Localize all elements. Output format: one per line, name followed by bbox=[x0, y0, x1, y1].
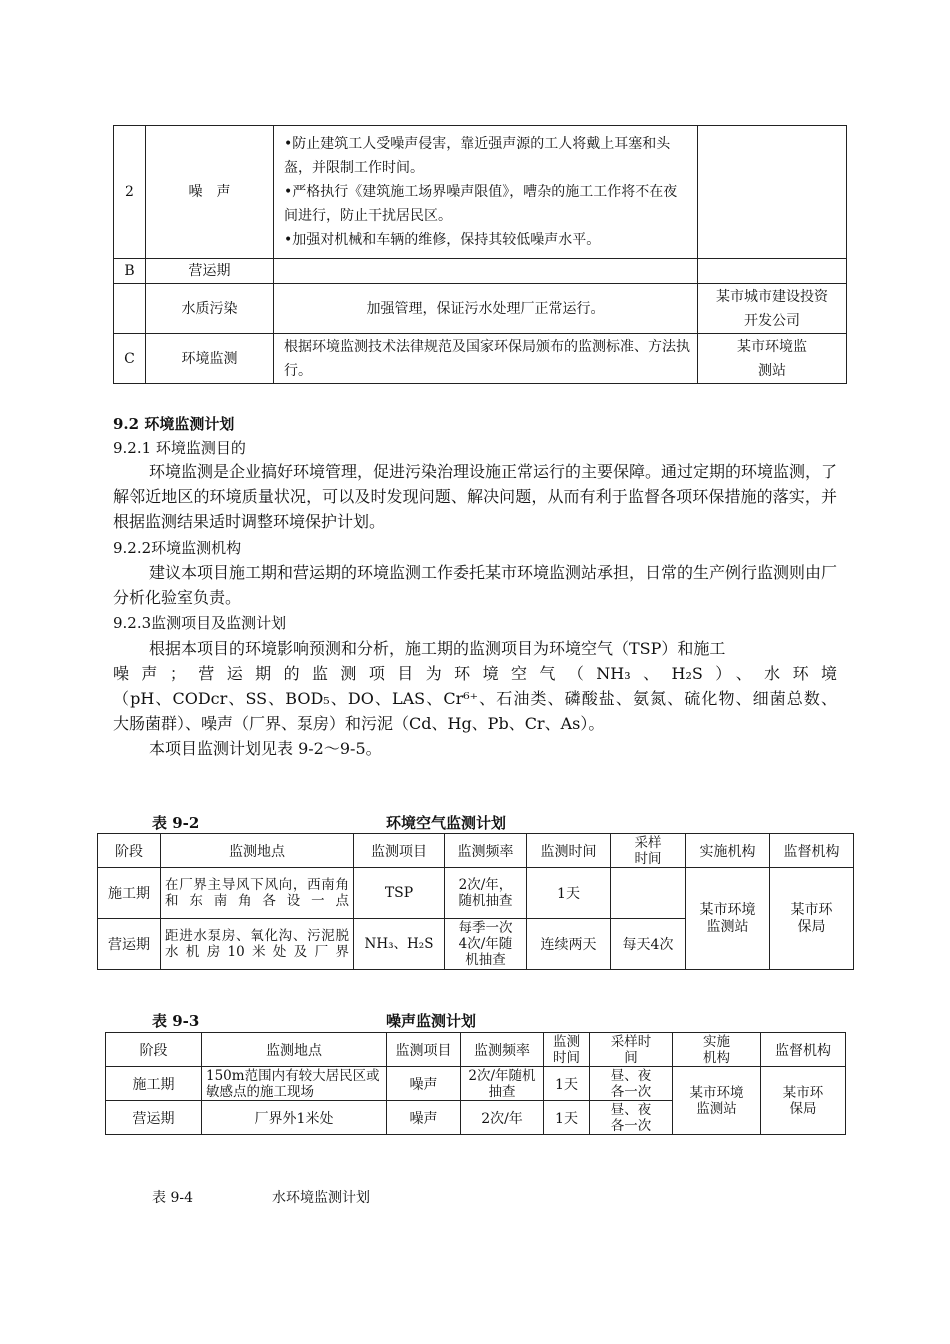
column-header: 监测频率 bbox=[461, 1033, 544, 1067]
column-header: 阶段 bbox=[98, 834, 161, 868]
time-cell: 连续两天 bbox=[527, 919, 611, 970]
column-header: 监督机构 bbox=[770, 834, 854, 868]
row-number: C bbox=[114, 334, 146, 384]
supervisor-cell: 某市环保局 bbox=[761, 1067, 846, 1135]
table-row bbox=[106, 1067, 846, 1101]
column-header: 监测项目 bbox=[354, 834, 445, 868]
table-row bbox=[114, 126, 847, 259]
location-cell: 在厂界主导风下风向，西南角和东南角各设一点 bbox=[161, 868, 354, 919]
sample-cell: 昼、夜各一次 bbox=[590, 1101, 673, 1135]
column-header: 监测频率 bbox=[445, 834, 527, 868]
time-cell: 1天 bbox=[544, 1067, 590, 1101]
measure-line: •加强对机械和车辆的维修，保持其较低噪声水平。 bbox=[284, 232, 601, 248]
paragraph: 建议本项目施工期和营运期的环境监测工作委托某市环境监测站承担，日常的生产例行监测则由厂分析化验室负责。 bbox=[113, 563, 838, 607]
measure-line: •防止建筑工人受噪声侵害，靠近强声源的工人将戴上耳塞和头盔，并限制工作时间。 bbox=[284, 136, 671, 176]
column-header: 监测时间 bbox=[527, 834, 611, 868]
table-row bbox=[114, 284, 847, 334]
freq-cell: 2次/年随机抽查 bbox=[461, 1067, 544, 1101]
item-name: 营运期 bbox=[146, 259, 274, 284]
sample-cell bbox=[611, 868, 686, 919]
stage-cell: 施工期 bbox=[98, 868, 161, 919]
sample-cell: 每天4次 bbox=[611, 919, 686, 970]
column-header: 采样时间 bbox=[611, 834, 686, 868]
agency-cell: 某市环境监测站 bbox=[686, 868, 770, 970]
stage-cell: 营运期 bbox=[98, 919, 161, 970]
column-header: 采样时间 bbox=[590, 1033, 673, 1067]
table-title: 环境空气监测计划 bbox=[386, 814, 507, 832]
location-cell: 距进水泵房、氧化沟、污泥脱水机房10米处及厂界 bbox=[161, 919, 354, 970]
table-row bbox=[98, 868, 854, 919]
subsection-title: 9.2.2环境监测机构 bbox=[113, 539, 242, 557]
stage-cell: 营运期 bbox=[106, 1101, 202, 1135]
paragraph: 本项目监测计划见表 9-2～9-5。 bbox=[149, 739, 382, 758]
freq-cell: 每季一次4次/年随机抽查 bbox=[445, 919, 527, 970]
table-title: 水环境监测计划 bbox=[272, 1190, 370, 1206]
responsible-cell: 某市环境监测站 bbox=[698, 334, 847, 384]
item-cell: 噪声 bbox=[387, 1067, 461, 1101]
table-label: 表 9-3 bbox=[152, 1012, 200, 1030]
column-header: 实施机构 bbox=[673, 1033, 761, 1067]
stage-cell: 施工期 bbox=[106, 1067, 202, 1101]
sample-cell: 昼、夜各一次 bbox=[590, 1067, 673, 1101]
table-row bbox=[114, 259, 847, 284]
time-cell: 1天 bbox=[544, 1101, 590, 1135]
table-9-3 bbox=[105, 1032, 846, 1135]
responsible-cell: 某市城市建设投资开发公司 bbox=[698, 284, 847, 334]
item-cell: NH₃、H₂S bbox=[354, 919, 445, 970]
subsection-title: 9.2.3监测项目及监测计划 bbox=[113, 614, 287, 632]
measure-cell: 根据环境监测技术法律规范及国家环保局颁布的监测标准、方法执行。 bbox=[274, 334, 698, 384]
measure-cell: 加强管理，保证污水处理厂正常运行。 bbox=[274, 284, 698, 334]
column-header: 监测地点 bbox=[202, 1033, 387, 1067]
row-number: B bbox=[114, 259, 146, 284]
item-cell: 噪声 bbox=[387, 1101, 461, 1135]
row-number: 2 bbox=[114, 126, 146, 259]
supervisor-cell: 某市环保局 bbox=[770, 868, 854, 970]
measure-line: •严格执行《建筑施工场界噪声限值》，嘈杂的施工工作将不在夜间进行，防止干扰居民区。 bbox=[284, 184, 678, 224]
subsection-title: 9.2.1 环境监测目的 bbox=[113, 439, 246, 457]
table-title: 噪声监测计划 bbox=[386, 1012, 477, 1030]
table-row bbox=[114, 334, 847, 384]
column-header: 监测项目 bbox=[387, 1033, 461, 1067]
responsible-cell bbox=[698, 126, 847, 259]
freq-cell: 2次/年，随机抽查 bbox=[445, 868, 527, 919]
location-cell: 厂界外1米处 bbox=[202, 1101, 387, 1135]
measures-cell bbox=[274, 126, 698, 259]
column-header: 阶段 bbox=[106, 1033, 202, 1067]
table-9-1-continued bbox=[113, 125, 847, 384]
table-label: 表 9-4 bbox=[152, 1190, 193, 1206]
section-heading: 9.2 环境监测计划 bbox=[113, 415, 235, 433]
column-header: 实施机构 bbox=[686, 834, 770, 868]
column-header: 监督机构 bbox=[761, 1033, 846, 1067]
table-header-row bbox=[106, 1033, 846, 1067]
table-9-2 bbox=[97, 833, 854, 970]
table-label: 表 9-2 bbox=[152, 814, 200, 832]
agency-cell: 某市环境监测站 bbox=[673, 1067, 761, 1135]
paragraph: 根据本项目的环境影响预测和分析，施工期的监测项目为环境空气（TSP）和施工 噪声；营运期的监测项目为环境空气（NH₃、H₂S）、水环境 （pH、CODcr、SS、BOD₅、DO、LAS、Cr⁶⁺、石油类、磷酸盐、氨氮、硫化物、细菌总数、 大肠菌群）、噪声（厂界、泵房）和污泥（Cd、Hg、Pb、Cr、As）。 bbox=[113, 639, 837, 733]
column-header: 监测时间 bbox=[544, 1033, 590, 1067]
item-name: 水质污染 bbox=[146, 284, 274, 334]
freq-cell: 2次/年 bbox=[461, 1101, 544, 1135]
item-name: 环境监测 bbox=[146, 334, 274, 384]
location-cell: 150m范围内有较大居民区或敏感点的施工现场 bbox=[202, 1067, 387, 1101]
column-header: 监测地点 bbox=[161, 834, 354, 868]
time-cell: 1天 bbox=[527, 868, 611, 919]
table-header-row bbox=[98, 834, 854, 868]
item-cell: TSP bbox=[354, 868, 445, 919]
item-name: 噪 声 bbox=[146, 126, 274, 259]
paragraph: 环境监测是企业搞好环境管理，促进污染治理设施正常运行的主要保障。通过定期的环境监测，了解邻近地区的环境质量状况，可以及时发现问题、解决问题，从而有利于监督各项环保措施的落实，并根据监测结果适时调整环境保护计划。 bbox=[113, 462, 838, 531]
